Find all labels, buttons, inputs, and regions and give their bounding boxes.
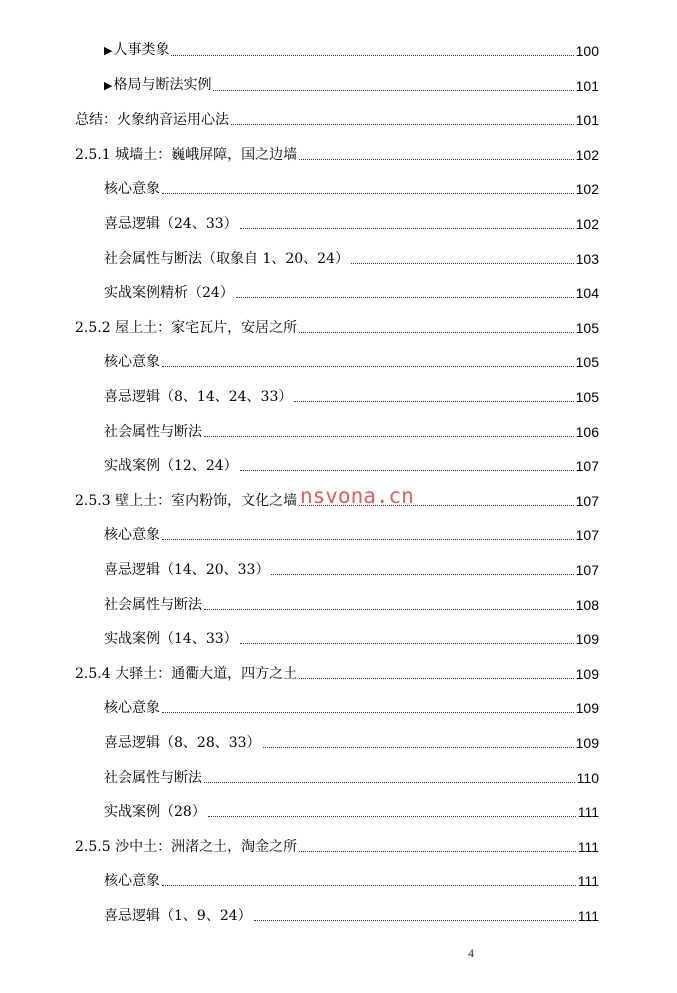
toc-entry[interactable] (104, 349, 599, 371)
toc-entry[interactable] (104, 903, 599, 925)
toc-entry-label: 喜忌逻辑（14、20、33） (104, 562, 270, 578)
page-number (0, 946, 677, 961)
dot-leader (263, 747, 574, 748)
toc-entry-title (104, 561, 269, 579)
toc-entry-title (104, 872, 160, 890)
toc-entry-page: 107 (575, 562, 599, 578)
dot-leader (240, 470, 574, 471)
toc-entry-label: 社会属性与断法 (104, 596, 202, 613)
toc-entry-page: 104 (575, 285, 599, 302)
dot-leader (162, 712, 574, 713)
toc-entry[interactable] (104, 730, 599, 752)
toc-entry-page: 109 (575, 631, 599, 648)
dot-leader (171, 55, 573, 56)
toc-entry-title (75, 111, 229, 129)
toc-entry-title (104, 769, 202, 787)
toc-entry-page: 111 (577, 838, 599, 855)
toc-entry-label: 喜忌逻辑（8、28、33） (104, 735, 261, 751)
dot-leader (240, 228, 574, 229)
toc-entry-page: 102 (575, 181, 599, 198)
toc-entry-title (75, 146, 297, 164)
toc-entry-page: 107 (575, 458, 599, 475)
toc-entry-page: 100 (575, 43, 599, 59)
toc-entry-title (75, 665, 297, 683)
dot-leader (204, 436, 574, 437)
toc-entry-page: 105 (575, 319, 599, 336)
toc-entry-title (104, 526, 160, 544)
toc-entry-page: 107 (575, 492, 599, 509)
toc-entry-label: 总结：火象纳音运用心法 (75, 112, 229, 129)
toc-entry-label: 社会属性与断法 (104, 423, 202, 440)
toc-entry[interactable] (104, 626, 599, 648)
dot-leader (231, 124, 574, 125)
toc-entry-title (75, 838, 297, 856)
dot-leader (162, 366, 574, 367)
dot-leader (204, 609, 574, 610)
toc-entry-label: 核心意象 (104, 181, 160, 198)
toc-entry-page: 111 (577, 804, 599, 821)
toc-entry-label: 社会属性与断法（取象自 1、20、24） (104, 250, 349, 267)
toc-entry-page: 102 (575, 216, 599, 232)
triangle-bullet-icon: ▶ (104, 44, 113, 57)
toc-entry-label: 实战案例精析（24） (104, 285, 234, 302)
toc-entry-label: 社会属性与断法 (104, 769, 202, 786)
toc-entry-title (104, 596, 202, 614)
dot-leader (162, 885, 576, 886)
toc-entry[interactable] (104, 868, 599, 890)
toc-entry[interactable] (104, 695, 599, 717)
toc-entry-title (104, 457, 238, 475)
dot-leader (351, 263, 574, 264)
toc-entry-label: 喜忌逻辑（8、14、24、33） (104, 389, 293, 405)
dot-leader (204, 782, 575, 783)
toc-entry[interactable] (104, 280, 599, 302)
toc-entry-title (104, 284, 234, 302)
toc-entry-page: 111 (577, 873, 599, 890)
toc-entry-page: 101 (575, 112, 599, 129)
dot-leader (299, 851, 576, 852)
toc-entry-label: 喜忌逻辑（1、9、24） (104, 908, 252, 924)
toc-entry-title (104, 353, 160, 371)
toc-entry[interactable] (104, 211, 599, 233)
toc-entry-label: 核心意象 (104, 527, 160, 544)
toc-entry-title (104, 76, 211, 95)
dot-leader (240, 643, 574, 644)
toc-entry-label: 实战案例（14、33） (104, 631, 238, 648)
dot-leader (254, 920, 576, 921)
toc-entry-label: 喜忌逻辑（24、33） (104, 216, 238, 232)
toc-entry-label: 2.5.5 沙中土：洲渚之土，淘金之所 (75, 838, 298, 855)
toc-entry-title (75, 492, 297, 510)
toc-entry-label: 2.5.3 壁上土：室内粉饰，文化之墙 (75, 492, 298, 509)
toc-entry-page: 105 (575, 354, 599, 371)
toc-entry-title (104, 907, 252, 925)
toc-entry[interactable] (75, 661, 599, 683)
toc-entry[interactable] (104, 73, 599, 95)
toc-entry-title (104, 250, 349, 268)
toc-entry[interactable] (75, 315, 599, 337)
toc-entry-label: 格局与断法实例 (113, 76, 212, 93)
dot-leader (162, 539, 574, 540)
toc-entry-page: 102 (575, 146, 599, 163)
toc-entry[interactable] (75, 107, 599, 129)
dot-leader (236, 297, 574, 298)
dot-leader (208, 816, 576, 817)
toc-entry-title (104, 180, 160, 198)
dot-leader (271, 574, 573, 575)
toc-entry-label: 实战案例（12、24） (104, 458, 238, 475)
toc-entry-page: 109 (575, 700, 599, 717)
toc-entry[interactable] (104, 38, 599, 60)
toc-entry[interactable] (75, 142, 599, 164)
toc-entry-label: 实战案例（28） (104, 804, 206, 821)
toc-entry-label: 核心意象 (104, 873, 160, 890)
toc-entry-title (104, 423, 202, 441)
toc-entry-page: 101 (575, 77, 599, 94)
toc-entry[interactable] (104, 419, 599, 441)
toc-entry-page: 110 (576, 769, 599, 786)
toc-entry-page: 107 (575, 527, 599, 544)
toc-entry-label: 人事类象 (113, 42, 170, 58)
toc-entry-title (104, 41, 169, 60)
toc-entry[interactable] (75, 834, 599, 856)
toc-entry-title (104, 699, 160, 717)
page-number-text: 4 (468, 946, 474, 960)
dot-leader (213, 90, 573, 91)
toc-entry[interactable] (104, 384, 599, 406)
dot-leader (162, 193, 574, 194)
toc-entry[interactable] (104, 522, 599, 544)
dot-leader (299, 678, 574, 679)
toc-entry-title (104, 630, 238, 648)
dot-leader (299, 159, 574, 160)
toc-entry[interactable] (104, 557, 599, 579)
toc-entry-page: 106 (575, 423, 599, 440)
toc-entry-page: 108 (575, 596, 599, 613)
toc-entry-title (75, 319, 297, 337)
watermark: nsvona.cn (300, 484, 414, 508)
toc-entry-page: 103 (575, 250, 599, 267)
toc-entry-title (104, 388, 292, 406)
dot-leader (299, 332, 574, 333)
toc-entry-page: 109 (575, 665, 599, 682)
toc-entry-page: 111 (577, 908, 599, 924)
toc-entry-label: 核心意象 (104, 700, 160, 717)
toc-entry-page: 109 (575, 735, 599, 751)
toc-entry[interactable] (104, 592, 599, 614)
toc-entry[interactable] (104, 453, 599, 475)
toc-entry-title (104, 215, 238, 233)
toc-entry[interactable] (104, 176, 599, 198)
toc-entry-label: 2.5.2 屋上土：家宅瓦片，安居之所 (75, 319, 298, 336)
triangle-bullet-icon: ▶ (104, 78, 113, 92)
dot-leader (294, 401, 573, 402)
toc-entry-label: 2.5.1 城墙土：巍峨屏障，国之边墙 (75, 146, 298, 163)
toc-entry-label: 核心意象 (104, 354, 160, 371)
toc-entry-label: 2.5.4 大驿土：通衢大道，四方之土 (75, 665, 298, 682)
toc-entry-page: 105 (575, 389, 599, 405)
toc-entry[interactable] (104, 765, 599, 787)
toc-entry[interactable] (104, 246, 599, 268)
toc-entry-title (104, 734, 261, 752)
toc-entry-title (104, 803, 206, 821)
toc-entry[interactable] (104, 799, 599, 821)
